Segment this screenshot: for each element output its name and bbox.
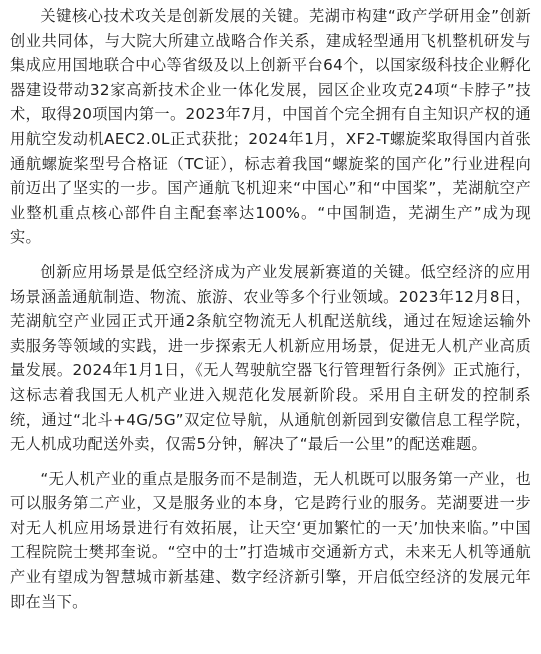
paragraph-core-technology: 关键核心技术攻关是创新发展的关键。芜湖市构建“政产学研用金”创新创业共同体，与大院大所建立战略合作关系，建成轻型通用飞机整机研发与集成应用国地联合中心等省级及以上创新平台64个，以国家级科技企业孵化器建设带动32家高新技术企业一体化发展，园区企业攻克24项“卡脖子”技术，取得20项国内第一。2023年7月，中国首个完全拥有自主知识产权的通用航空发动机AEC2.0L正式获批；2024年1月，XF2-T螺旋桨取得国内首张通航螺旋桨型号合格证（TC证），标志着我国“螺旋桨的国产化”行业进程向前迈出了坚实的一步。国产通航飞机迎来“中国心”和“中国桨”，芜湖航空产业整机重点核心部件自主配套率达100%。“中国制造，芜湖生产”成为现实。	[10, 7, 531, 247]
paragraph-drone-industry-quote: “无人机产业的重点是服务而不是制造，无人机既可以服务第一产业，也可以服务第二产业，又是服务业的本身，它是跨行业的服务。芜湖要进一步对无人机应用场景进行有效拓展，让天空‘更加繁忙的一天’加快来临。”中国工程院院士樊邦奎说。“空中的士”打造城市交通新方式，未来无人机等通航产业有望成为智慧城市新基建、数字经济新引擎，开启低空经济的发展元年即在当下。	[10, 469, 531, 611]
paragraph-application-scenarios: 创新应用场景是低空经济成为产业发展新赛道的关键。低空经济的应用场景涵盖通航制造、物流、旅游、农业等多个行业领域。2023年12月8日，芜湖航空产业园正式开通2条航空物流无人机配送航线，通过在短途运输外卖服务等领域的实践，进一步探索无人机新应用场景，促进无人机产业高质量发展。2024年1月1日，《无人驾驶航空器飞行管理暂行条例》正式施行，这标志着我国无人机产业进入规范化发展新阶段。采用自主研发的控制系统，通过“北斗+4G/5G”双定位导航，从通航创新园到安徽信息工程学院，无人机成功配送外卖，仅需5分钟，解决了“最后一公里”的配送难题。	[10, 262, 531, 454]
